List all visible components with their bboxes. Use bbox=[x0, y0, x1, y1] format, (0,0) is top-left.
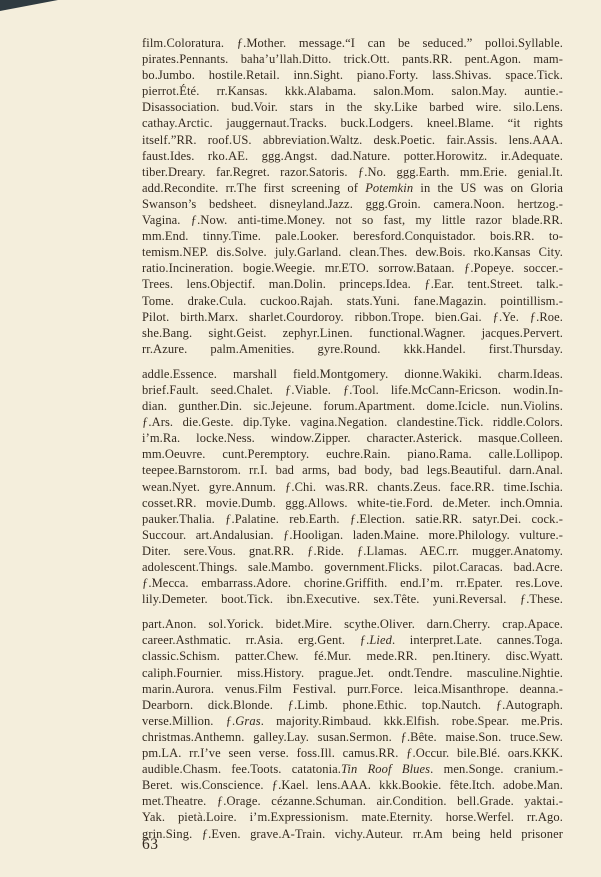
text-line: christmas.Anthemn. galley.Lay. susan.Sermon. ƒ.Bête. maise.Son. truce.Sew. bbox=[142, 729, 563, 744]
text-line: met.Theatre. ƒ.Orage. cézanne.Schuman. air.Condition. bell.Grade. yaktai.- bbox=[142, 794, 563, 809]
text-line: audible.Chasm. fee.Toots. catatonia.Tin Roof Blues. men.Songe. cranium.- bbox=[142, 762, 564, 777]
text-line: mm.Oeuvre. cunt.Peremptory. euchre.Rain. piano.Rama. calle.Lollipop. bbox=[142, 447, 563, 462]
text-line: pm.LA. rr.I’ve seen verse. foss.Ill. camus.RR. ƒ.Occur. bile.Blé. oars.KKK. bbox=[142, 746, 563, 761]
text-line: tiber.Dreary. far.Regret. razor.Satoris. ƒ.No. ggg.Earth. mm.Erie. genial.It. bbox=[142, 164, 563, 179]
paragraph bbox=[142, 35, 563, 357]
text-line: pirates.Pennants. baha’u’llah.Ditto. trick.Ott. pants.RR. pent.Agon. mam- bbox=[142, 52, 563, 67]
text-line: Yak. pietà.Loire. i’m.Expressionism. mate.Eternity. horse.Werfel. rr.Ago. bbox=[142, 810, 563, 825]
text-line: ratio.Incineration. bogie.Weegie. mr.ETO. sorrow.Bataan. ƒ.Popeye. soccer.- bbox=[142, 261, 563, 276]
text-line: Dearborn. dick.Blonde. ƒ.Limb. phone.Ethic. top.Nautch. ƒ.Autograph. bbox=[142, 697, 563, 712]
text-line: Diter. sere.Vous. gnat.RR. ƒ.Ride. ƒ.Llamas. AEC.rr. mugger.Anatomy. bbox=[142, 543, 563, 558]
text-line: Swanson’s bedsheet. disneyland.Jazz. ggg.Groin. camera.Noon. hertzog.- bbox=[142, 196, 563, 211]
text-line: Disassociation. bud.Voir. stars in the sky.Like barbed wire. silo.Lens. bbox=[142, 100, 563, 115]
text-line: verse.Million. ƒ.Gras. majority.Rimbaud. kkk.Elfish. robe.Spear. me.Pris. bbox=[142, 713, 563, 728]
paragraph bbox=[142, 616, 563, 841]
text-line: part.Anon. sol.Yorick. bidet.Mire. scythe.Oliver. darn.Cherry. crap.Apace. bbox=[142, 617, 563, 632]
text-block bbox=[142, 35, 563, 851]
text-line: dian. gunther.Din. sic.Jejeune. forum.Apartment. dome.Icicle. nun.Violins. bbox=[142, 399, 563, 414]
text-line: brief.Fault. seed.Chalet. ƒ.Viable. ƒ.Tool. life.McCann-Ericson. wodin.In- bbox=[142, 382, 563, 397]
text-line: ƒ.Mecca. embarrass.Adore. chorine.Griffith. end.I’m. rr.Epater. res.Love. bbox=[142, 576, 563, 591]
paragraph bbox=[142, 366, 563, 607]
text-line: Trees. lens.Objectif. man.Dolin. princeps.Idea. ƒ.Ear. tent.Street. talk.- bbox=[142, 277, 563, 292]
text-line: lily.Demeter. boot.Tick. ibn.Executive. sex.Tête. yuni.Reversal. ƒ.These. bbox=[142, 592, 563, 607]
text-line: itself.”RR. roof.US. abbreviation.Waltz. desk.Poetic. fair.Assis. lens.AAA. bbox=[142, 132, 563, 147]
text-line: Beret. wis.Conscience. ƒ.Kael. lens.AAA. kkk.Bookie. fête.Itch. adobe.Man. bbox=[142, 778, 563, 793]
text-line: grin.Sing. ƒ.Even. grave.A-Train. vichy.Auteur. rr.Am being held prisoner bbox=[142, 826, 563, 841]
text-line: teepee.Barnstorom. rr.I. bad arms, bad body, bad legs.Beautiful. darn.Anal. bbox=[142, 463, 563, 478]
text-line: i’m.Ra. locke.Ness. window.Zipper. character.Asterick. masque.Colleen. bbox=[142, 431, 563, 446]
text-line: cosset.RR. movie.Dumb. ggg.Allows. white-tie.Ford. de.Meter. inch.Omnia. bbox=[142, 495, 563, 510]
text-line: pierrot.Été. rr.Kansas. kkk.Alabama. salon.Mom. salon.May. auntie.- bbox=[142, 84, 563, 99]
text-line: adolescent.Things. sale.Mambo. government.Flicks. pilot.Caracas. bad.Acre. bbox=[142, 560, 563, 574]
text-line: cathay.Arctic. jauggernaut.Tracks. buck.Lodgers. kneel.Blame. “it rights bbox=[142, 116, 563, 131]
text-line: ƒ.Ars. die.Geste. dip.Tyke. vagina.Negation. clandestine.Tick. riddle.Colors. bbox=[142, 415, 563, 430]
text-line: Pilot. birth.Marx. sharlet.Courdoroy. ribbon.Trope. bien.Gai. ƒ.Ye. ƒ.Roe. bbox=[142, 309, 563, 324]
text-line: career.Asthmatic. rr.Asia. erg.Gent. ƒ.Lied. interpret.Late. cannes.Toga. bbox=[142, 633, 563, 648]
text-line: pauker.Thalia. ƒ.Palatine. reb.Earth. ƒ.Election. satie.RR. satyr.Dei. cock.- bbox=[142, 511, 563, 526]
text-line: marin.Aurora. venus.Film Festival. purr.Force. leica.Misanthrope. deanna.- bbox=[142, 681, 563, 696]
text-line: Succour. art.Andalusian. ƒ.Hooligan. laden.Maine. more.Philology. vulture.- bbox=[142, 527, 563, 542]
text-line: faust.Ides. rko.AE. ggg.Angst. dad.Nature. potter.Horowitz. ir.Adequate. bbox=[142, 148, 563, 163]
text-line: classic.Schism. patter.Chew. fé.Mur. mede.RR. pen.Itinery. disc.Wyatt. bbox=[142, 649, 563, 664]
page-corner-shadow bbox=[0, 0, 58, 11]
text-line: temism.NEP. dis.Solve. july.Garland. clean.Thes. dew.Bois. rko.Kansas City. bbox=[142, 245, 563, 260]
text-line: wean.Nyet. gyre.Annum. ƒ.Chi. was.RR. chants.Zeus. face.RR. time.Ischia. bbox=[142, 479, 563, 494]
text-line: Tome. drake.Cula. cuckoo.Rajah. stats.Yuni. fane.Magazin. pointillism.- bbox=[142, 293, 563, 308]
text-line: rr.Azure. palm.Amenities. gyre.Round. kkk.Handel. first.Thursday. bbox=[142, 341, 563, 356]
text-line: bo.Jumbo. hostile.Retail. inn.Sight. piano.Forty. lass.Shivas. space.Tick. bbox=[142, 68, 563, 83]
text-line: add.Recondite. rr.The first screening of Potemkin in the US was on Gloria bbox=[142, 180, 564, 195]
text-line: Vagina. ƒ.Now. anti-time.Money. not so fast, my little razor blade.RR. bbox=[142, 213, 563, 228]
text-line: addle.Essence. marshall field.Montgomery. dionne.Wakiki. charm.Ideas. bbox=[142, 366, 563, 381]
text-line: film.Coloratura. ƒ.Mother. message.“I can be seduced.” polloi.Syllable. bbox=[142, 36, 563, 50]
text-line: she.Bang. sight.Geist. zephyr.Linen. functional.Wagner. jacques.Pervert. bbox=[142, 325, 563, 340]
page-number: 63 bbox=[142, 836, 159, 853]
text-line: caliph.Fournier. miss.History. prague.Jet. ondt.Tendre. masculine.Nightie. bbox=[142, 665, 563, 680]
text-line: mm.End. tinny.Time. pale.Looker. beresford.Conquistador. bois.RR. to- bbox=[142, 229, 563, 244]
